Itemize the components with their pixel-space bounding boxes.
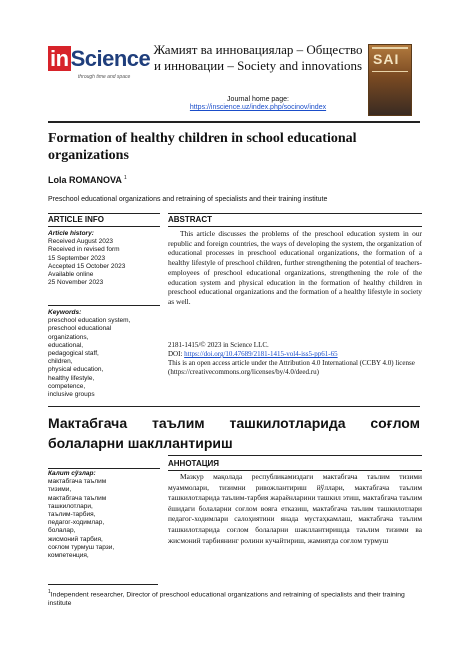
uzbek-abstract-heading: АННОТАЦИЯ bbox=[168, 459, 220, 468]
keyword-item: мактабгача таълим bbox=[48, 494, 107, 502]
keyword-item: preschool education system, bbox=[48, 317, 131, 325]
abstract-body bbox=[168, 229, 422, 307]
abstract-bottom-rule bbox=[168, 226, 422, 227]
keyword-item: preschool educational bbox=[48, 325, 112, 333]
history-line: 25 November 2023 bbox=[48, 279, 104, 287]
uz-info-rule bbox=[48, 468, 160, 469]
journal-cover-image bbox=[368, 44, 412, 116]
keyword-item: болалар, bbox=[48, 527, 76, 535]
article-meta bbox=[168, 341, 422, 377]
doi-line bbox=[168, 350, 422, 359]
abstract-heading: ABSTRACT bbox=[168, 215, 212, 224]
uz-abstract-bottom-rule bbox=[168, 470, 422, 471]
journal-homepage-label: Journal home page: bbox=[227, 96, 289, 103]
uzbek-title bbox=[48, 413, 420, 453]
history-line: 15 September 2023 bbox=[48, 254, 106, 262]
header-divider bbox=[48, 121, 420, 123]
uzbek-abstract-body bbox=[168, 472, 422, 546]
logo-tagline: through time and space bbox=[78, 74, 131, 80]
uzbek-title-line2: болаларни шакллантириш bbox=[48, 435, 233, 451]
keyword-item: healthy lifestyle, bbox=[48, 374, 95, 382]
info-top-rule bbox=[48, 213, 160, 214]
keyword-item: мактабгача таълим bbox=[48, 478, 107, 486]
article-title: Formation of healthy children in school educational organizations bbox=[48, 131, 357, 163]
keyword-item: organizations, bbox=[48, 333, 89, 341]
footnote-text: Independent researcher, Director of preschool educational organizations and retraining of specialists and their training institute bbox=[48, 591, 405, 607]
keyword-item: competence, bbox=[48, 382, 86, 390]
history-line: Received August 2023 bbox=[48, 238, 114, 246]
keyword-item: children, bbox=[48, 358, 73, 366]
inscience-logo bbox=[48, 44, 151, 96]
license-text: This is an open access article under the Attribution 4.0 International (CCBY 4.0) license (https://creativecommons.org/licenses/by/4.0/deed.ru) bbox=[168, 359, 415, 376]
history-line: Received in revised form bbox=[48, 246, 120, 254]
abstract-text: This article discusses the problems of the preschool education system in our republic and foreign countries, the ways of developing the system, the organization of educational processes in preschool educational organizations, the formation of a healthy lifestyle of preschool children, further strengthening the potential of teachers-employees of preschool educational organizations, strengthening the role of the education system and physical education in the formation of healthy children in preschool educational organizations and the formation of a healthy lifestyle in society as well. bbox=[168, 229, 422, 306]
uz-abstract-top-rule bbox=[168, 455, 422, 456]
keyword-item: компетенция, bbox=[48, 552, 89, 560]
keyword-item: physical education, bbox=[48, 366, 104, 374]
keyword-item: жисмоний тарбия, bbox=[48, 535, 103, 543]
history-label: Article history: bbox=[48, 230, 94, 237]
section-divider bbox=[48, 406, 420, 407]
article-history bbox=[48, 230, 160, 287]
issn-line: 2181-1415/© 2023 in Science LLC. bbox=[168, 341, 269, 349]
doi-label: DOI: bbox=[168, 350, 183, 358]
keyword-item: тизими, bbox=[48, 486, 72, 494]
keyword-item: таълим-тарбия, bbox=[48, 511, 96, 519]
footnote-rule bbox=[48, 584, 158, 585]
uzbek-title-line1: Мактабгача таълим ташкилотларида соғлом bbox=[48, 415, 420, 431]
keywords-list bbox=[48, 309, 160, 399]
journal-url-link[interactable]: https://inscience.uz/index.php/socinov/index bbox=[189, 104, 327, 111]
uzbek-abstract-text: Мазкур мақолада республикамиздаги мактабгача таълим тизими муаммолари, тизимни ривожлантириш йўллари, мактабгача таълим ташкилотларида таълим-тарбия жараёнларини ташкил этиш, мактабгача таълим ёшидаги болаларни соғлом вояга етказиш, мактабгача таълим ташкилотлари педагог-ходимлари салоҳиятини янада мустаҳкамлаш, мактабгача таълим ташкилотларида соғлом болаларни шакллантиришда таълим тизими ва жисмоний тарбиянинг ролини кучайтириш, жамиятда соғлом турмуш bbox=[168, 472, 422, 545]
keywords-label: Keywords: bbox=[48, 309, 82, 316]
history-line: Available online bbox=[48, 271, 94, 279]
info-bottom-rule bbox=[48, 226, 160, 227]
history-line: Accepted 15 October 2023 bbox=[48, 262, 126, 270]
article-info-heading: ARTICLE INFO bbox=[48, 215, 104, 224]
uzbek-keywords-label: Калит сўзлар: bbox=[48, 470, 96, 477]
keyword-item: ташкилотлари, bbox=[48, 502, 93, 510]
author-footnote-mark: 1 bbox=[124, 175, 127, 181]
author-affiliation: Preschool educational organizations and retraining of specialists and their training institute bbox=[48, 196, 328, 203]
keyword-item: pedagogical staff, bbox=[48, 350, 99, 358]
uzbek-keywords bbox=[48, 470, 160, 560]
keyword-item: педагог-ходимлар, bbox=[48, 519, 105, 527]
journal-title: Жамият ва инновациялар – Общество и инновации – Society and innovations bbox=[153, 42, 363, 73]
author-text: Lola ROMANOVA bbox=[48, 175, 122, 185]
doi-link[interactable]: https://doi.org/10.47689/2181-1415-vol4-iss5-pp61-65 bbox=[184, 350, 338, 358]
logo-science: Science bbox=[70, 46, 151, 71]
cover-text: SAI bbox=[373, 51, 400, 67]
author-name bbox=[48, 175, 127, 185]
keywords-divider bbox=[48, 305, 160, 306]
footnote bbox=[48, 588, 418, 608]
keyword-item: inclusive groups bbox=[48, 391, 95, 399]
keyword-item: соғлом турмуш тарзи, bbox=[48, 543, 115, 551]
logo-in: in bbox=[50, 46, 69, 71]
footnote-mark: 1 bbox=[48, 589, 51, 595]
abstract-top-rule bbox=[168, 213, 422, 214]
keyword-item: educational, bbox=[48, 341, 84, 349]
